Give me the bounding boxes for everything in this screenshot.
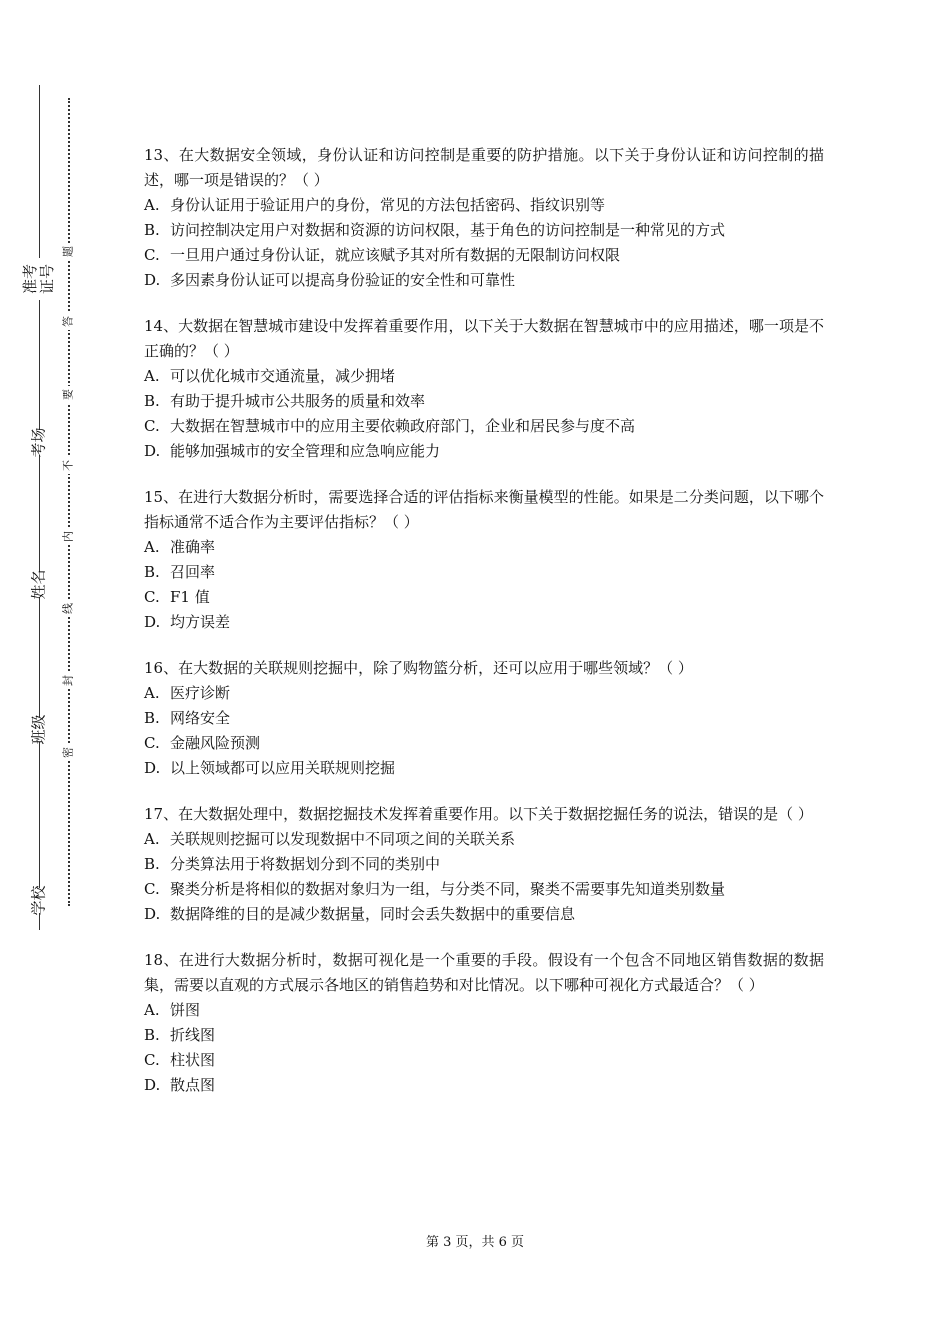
option-b: B. 网络安全 — [144, 709, 231, 727]
option-d: D. 散点图 — [144, 1076, 216, 1094]
binding-dotted-line — [68, 98, 70, 906]
option-d: D. 多因素身份认证可以提高身份验证的安全性和可靠性 — [144, 271, 516, 289]
option-b: B. 有助于提升城市公共服务的质量和效率 — [144, 392, 426, 410]
question-text: 18、在进行大数据分析时，数据可视化是一个重要的手段。假设有一个包含不同地区销售数据的数据集，需要以直观的方式展示各地区的销售趋势和对比情况。以下哪种可视化方式最适合？（ ） — [144, 951, 824, 994]
option-c: C. 柱状图 — [144, 1051, 216, 1069]
name-label: 姓名 — [24, 572, 54, 597]
question-16 — [144, 656, 824, 781]
option-a: A. 饼图 — [144, 1001, 201, 1019]
option-a: A. 准确率 — [144, 538, 216, 556]
question-13 — [144, 143, 824, 293]
exam-id-label: 准考证号 — [24, 258, 54, 300]
seal-char: 要 — [60, 386, 76, 403]
question-text: 17、在大数据处理中，数据挖掘技术发挥着重要作用。以下关于数据挖掘任务的说法，错误的是（ ） — [144, 805, 813, 823]
option-a: A. 可以优化城市交通流量，减少拥堵 — [144, 367, 396, 385]
option-c: C. 聚类分析是将相似的数据对象归为一组，与分类不同，聚类不需要事先知道类别数量 — [144, 880, 726, 898]
option-d: D. 数据降维的目的是减少数据量，同时会丢失数据中的重要信息 — [144, 905, 576, 923]
question-text: 15、在进行大数据分析时，需要选择合适的评估指标来衡量模型的性能。如果是二分类问题，以下哪个指标通常不适合作为主要评估指标？（ ） — [144, 488, 824, 531]
seal-char: 内 — [60, 528, 76, 545]
option-a: A. 关联规则挖掘可以发现数据中不同项之间的关联关系 — [144, 830, 516, 848]
page-footer: 第 3 页，共 6 页 — [425, 1235, 525, 1250]
question-18 — [144, 948, 824, 1098]
option-d: D. 以上领域都可以应用关联规则挖掘 — [144, 759, 396, 777]
school-label: 学校 — [24, 888, 54, 913]
question-17 — [144, 802, 824, 927]
seal-char: 密 — [60, 744, 76, 761]
option-b: B. 访问控制决定用户对数据和资源的访问权限，基于角色的访问控制是一种常见的方式 — [144, 221, 726, 239]
option-b: B. 召回率 — [144, 563, 216, 581]
option-a: A. 身份认证用于验证用户的身份，常见的方法包括密码、指纹识别等 — [144, 196, 606, 214]
option-a: A. 医疗诊断 — [144, 684, 231, 702]
question-text: 13、在大数据安全领域，身份认证和访问控制是重要的防护措施。以下关于身份认证和访问控制的描述，哪一项是错误的？（ ） — [144, 146, 824, 189]
seal-char: 题 — [60, 243, 76, 260]
question-14 — [144, 314, 824, 464]
question-text: 16、在大数据的关联规则挖掘中，除了购物篮分析，还可以应用于哪些领域？（ ） — [144, 659, 693, 677]
binding-solid-line — [39, 85, 40, 930]
option-c: C. 一旦用户通过身份认证，就应该赋予其对所有数据的无限制访问权限 — [144, 246, 621, 264]
question-list — [144, 143, 824, 1119]
question-15 — [144, 485, 824, 635]
seal-char: 答 — [60, 313, 76, 330]
option-c: C. 金融风险预测 — [144, 734, 261, 752]
option-d: D. 均方误差 — [144, 613, 231, 631]
option-c: C. 大数据在智慧城市中的应用主要依赖政府部门，企业和居民参与度不高 — [144, 417, 636, 435]
option-c: C. F1 值 — [144, 588, 210, 606]
option-d: D. 能够加强城市的安全管理和应急响应能力 — [144, 442, 441, 460]
seal-char: 不 — [60, 457, 76, 474]
option-b: B. 分类算法用于将数据划分到不同的类别中 — [144, 855, 441, 873]
option-b: B. 折线图 — [144, 1026, 216, 1044]
class-label: 班级 — [24, 717, 54, 742]
exam-room-label: 考场 — [24, 430, 54, 455]
seal-char: 线 — [60, 600, 76, 617]
seal-char: 封 — [60, 672, 76, 689]
question-text: 14、大数据在智慧城市建设中发挥着重要作用，以下关于大数据在智慧城市中的应用描述，哪一项是不正确的？（ ） — [144, 317, 824, 360]
